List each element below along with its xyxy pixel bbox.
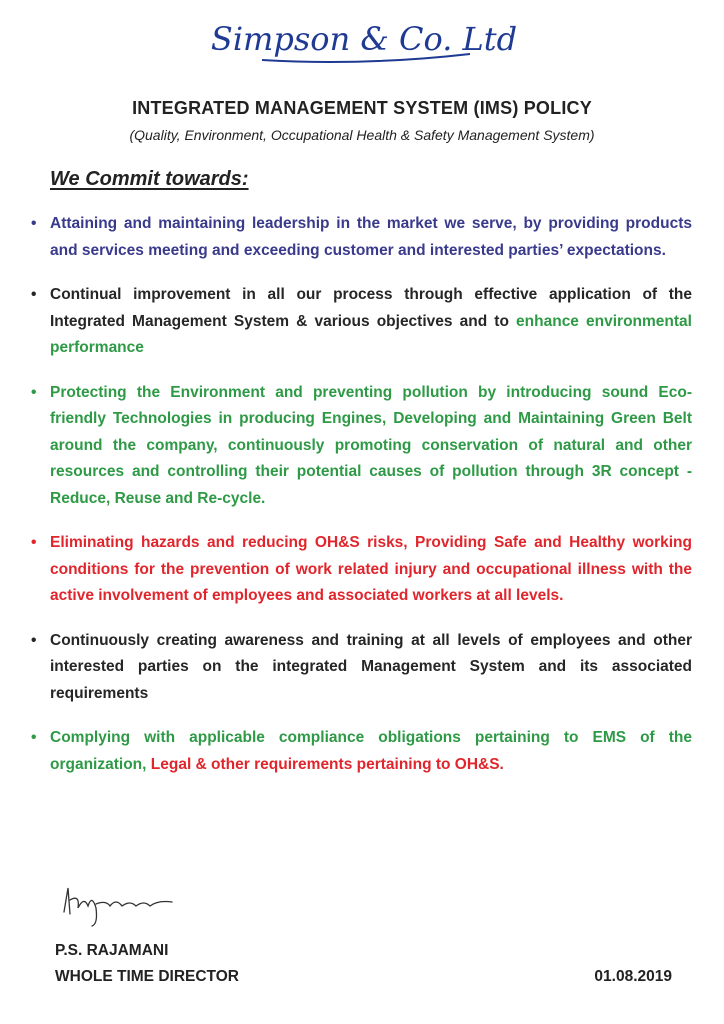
commitment-item-environment [30,380,692,513]
commitment-item-leadership [30,211,692,264]
commitment-item-awareness [30,628,692,708]
bullet-dot: • [31,383,37,401]
commitment-text: Complying with applicable compliance obligations pertaining to EMS of the organization, [50,729,692,773]
commitment-text: Continual improvement in all our process through effective application of the Integrated Management System & various objectives and to [50,286,692,330]
bullet-dot: • [31,215,37,232]
signatory-name: P.S. RAJAMANI [55,942,169,959]
policy-title: INTEGRATED MANAGEMENT SYSTEM (IMS) POLICY [132,98,592,118]
bullet-dot: • [31,631,37,649]
signatory-role: WHOLE TIME DIRECTOR [55,968,239,985]
commitment-highlight: enhance environmental performance [50,312,692,356]
policy-date: 01.08.2019 [594,968,672,985]
commitment-text: Eliminating hazards and reducing OH&S risks, Providing Safe and Healthy working conditions for the prevention of work related injury and occupational illness with the active involvement of employees and associated workers at all levels. [50,534,692,604]
logo-script: Simpson & Co. Ltd [210,20,518,58]
commit-heading: We Commit towards: [50,168,249,190]
bullet-dot: • [31,534,37,551]
commitment-highlight: Legal & other requirements pertaining to OH&S. [150,755,504,773]
commitment-item-safety [30,530,692,610]
director-signature [58,878,178,930]
company-logo [210,10,518,72]
commitment-text: Attaining and maintaining leadership in the market we serve, by providing products and services meeting and exceeding customer and interested parties’ expectations. [50,215,692,259]
policy-subtitle: (Quality, Environment, Occupational Health & Safety Management System) [129,127,595,143]
bullet-dot: • [31,729,37,746]
commitment-item-compliance [30,725,692,778]
commitment-list [30,211,692,796]
bullet-dot: • [31,286,37,303]
commitment-text: Protecting the Environment and preventing pollution by introducing sound Eco-friendly Technologies in producing Engines, Developing and Maintaining Green Belt around the company, continuously promoting conservation of natural and other resources and controlling their potential causes of pollution through 3R concept - Reduce, Reuse and Re-cycle. [50,383,692,507]
commitment-text: Continuously creating awareness and training at all levels of employees and other interested parties on the integrated Management System and its associated requirements [50,631,692,702]
commitment-item-improvement [30,282,692,362]
